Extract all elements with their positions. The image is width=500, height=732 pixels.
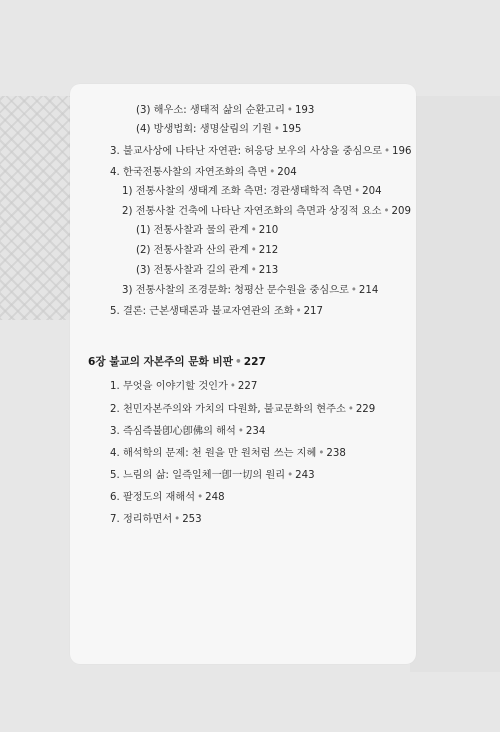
toc-entry: 3. 불교사상에 나타난 자연관: 허응당 보우의 사상을 중심으로 • 196 bbox=[110, 146, 412, 157]
toc-entry: 1. 무엇을 이야기할 것인가 • 227 bbox=[110, 381, 258, 392]
toc-entry: (4) 방생법회: 생명살림의 기원 • 195 bbox=[136, 124, 302, 135]
chapter-heading: 6장 불교의 자본주의 문화 비판 • 227 bbox=[88, 356, 266, 368]
toc-entry: (3) 해우소: 생태적 삶의 순환고리 • 193 bbox=[136, 105, 315, 116]
toc-entry: 5. 결론: 근본생태론과 불교자연관의 조화 • 217 bbox=[110, 306, 324, 317]
toc-entry: 4. 한국전통사찰의 자연조화의 측면 • 204 bbox=[110, 167, 297, 178]
right-background-band bbox=[410, 96, 500, 672]
toc-page bbox=[70, 84, 416, 664]
toc-entry: 6. 팔정도의 재해석 • 248 bbox=[110, 492, 225, 503]
toc-entry: 3. 즉심즉불卽心卽佛의 해석 • 234 bbox=[110, 426, 266, 437]
toc-entry: 1) 전통사찰의 생태계 조화 측면: 경관생태학적 측면 • 204 bbox=[122, 186, 382, 197]
toc-entry: (2) 전통사찰과 산의 관계 • 212 bbox=[136, 245, 279, 256]
toc-entry: 5. 느림의 삶: 일즉일체一卽一切의 원리 • 243 bbox=[110, 470, 315, 481]
toc-entry: (1) 전통사찰과 물의 관계 • 210 bbox=[136, 225, 279, 236]
decorative-pattern bbox=[0, 96, 74, 320]
toc-entry: (3) 전통사찰과 길의 관계 • 213 bbox=[136, 265, 279, 276]
toc-entry: 2) 전통사찰 건축에 나타난 자연조화의 측면과 상징적 요소 • 209 bbox=[122, 206, 411, 217]
toc-entry: 7. 정리하면서 • 253 bbox=[110, 514, 202, 525]
toc-entry: 3) 전통사찰의 조경문화: 청평산 문수원을 중심으로 • 214 bbox=[122, 285, 379, 296]
toc-entry: 4. 해석학의 문제: 천 원을 만 원처럼 쓰는 지혜 • 238 bbox=[110, 448, 346, 459]
toc-entry: 2. 천민자본주의와 가치의 다원화, 불교문화의 현주소 • 229 bbox=[110, 404, 376, 415]
